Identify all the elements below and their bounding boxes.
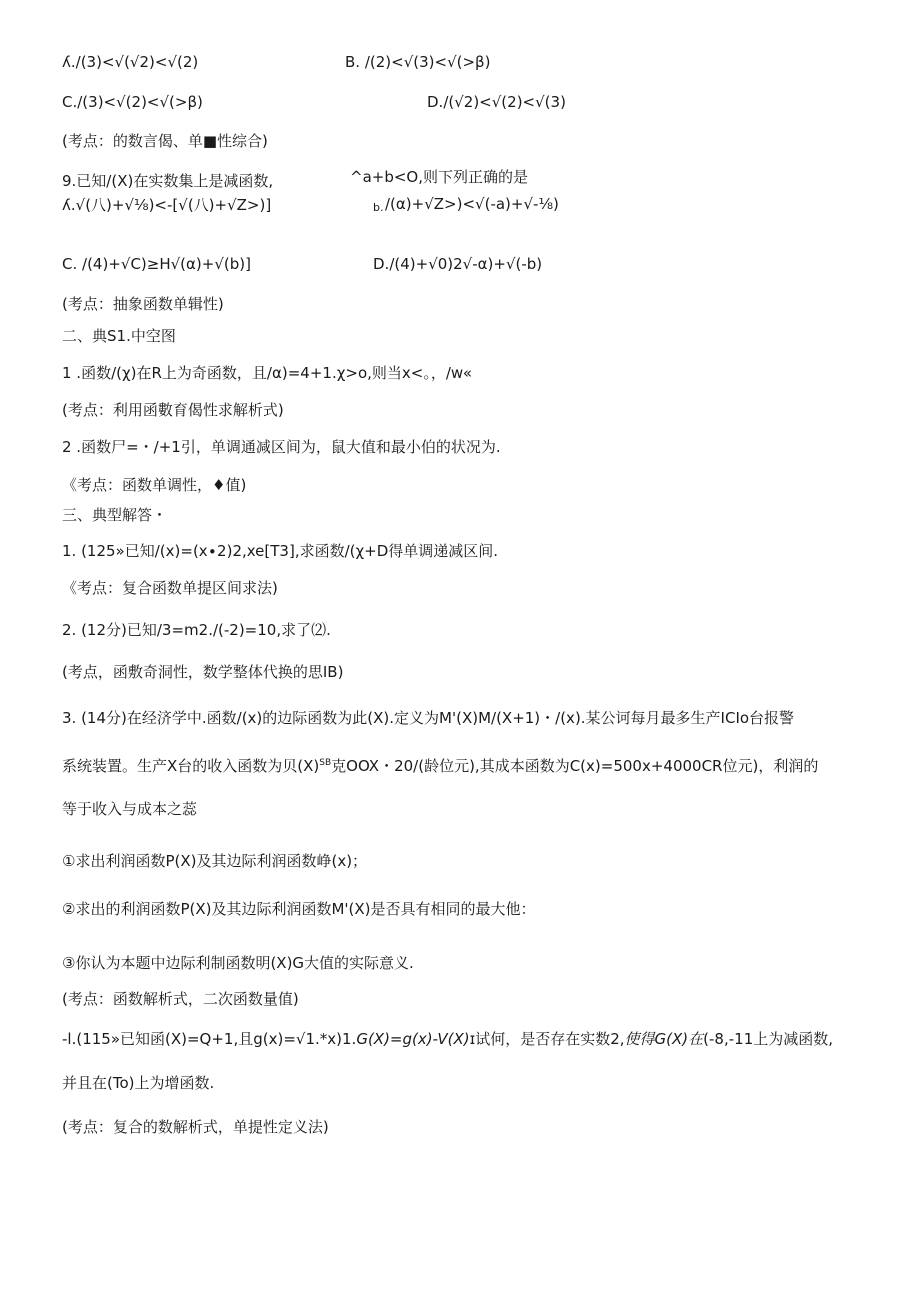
ans-3-line2-sup: SB: [319, 758, 332, 768]
q8-note: (考点：的数言偈、单■性综合): [62, 132, 268, 150]
ans-2-note: (考点，函敷奇洞性，数学整体代换的思IB): [62, 663, 344, 681]
q8-option-c: C./(3)<√(2)<√(>β): [62, 93, 203, 111]
ans-3-sub1: ①求出利润函数P(X)及其边际利润函数峥(x)；: [62, 852, 368, 870]
ans-3-line2-a: 系统装置。生产X台的收入函数为贝(X): [62, 757, 320, 775]
section-3-heading: 三、典型解答・: [62, 506, 168, 524]
q9-stem: 9.已知/(X)在实数集上是减函数,: [62, 172, 274, 190]
ans-3-line1: 3. (14分)在经济学中.函数/(x)的边际函数为此(X).定义为M'(X)M/(X+1)・/(x).某公诃每月最多生产ICIo台报警: [62, 709, 795, 727]
q8-option-d: D./(√2)<√(2)<√(3): [427, 93, 566, 111]
q9-option-b-prefix: b.: [373, 201, 384, 214]
q9-option-b: /(α)+√Z>)<√(-a)+√-⅛): [385, 195, 559, 213]
q9-option-c: C. /(4)+√C)≥H√(α)+√(b)]: [62, 255, 251, 273]
ans-3-sub3: ③你认为本题中边际利制函数明(X)G大值的实际意义.: [62, 954, 414, 972]
ans-4-line1-b: G(X)=g(x)-V(X): [356, 1030, 470, 1048]
q8-option-a: ʎ./(3)<√(√2)<√(2): [62, 53, 199, 71]
ans-3-line2: [62, 753, 818, 776]
ans-4-note: (考点：复合的数解析式，单提性定义法): [62, 1118, 329, 1136]
ans-4-line1: [62, 1029, 833, 1049]
q9-condition: ^a+b<O,则下列正确的是: [350, 168, 528, 186]
ans-4-line1-d: 使得G(X)在: [624, 1030, 704, 1048]
section-2-heading: 二、典S1.中空图: [62, 327, 176, 345]
fill-2: 2 .函数尸=・/+1引，单调通减区间为，鼠大值和最小伯的状况为.: [62, 438, 501, 456]
ans-3-note: (考点：函数解析式，二次函数量值): [62, 990, 299, 1008]
ans-1: 1. (125»已知/(x)=(x∙2)2,xe[T3],求函数/(χ+D得单调递减区间.: [62, 542, 499, 560]
ans-1-note: 《考点：复合函数单提区间求法): [62, 579, 278, 597]
ans-2: 2. (12分)已知/3=m2./(-2)=10,求了⑵.: [62, 621, 331, 639]
fill-2-note: 《考点：函数单调性，♦值): [62, 476, 247, 494]
ans-3-line3: 等于收入与成本之蕊: [62, 800, 198, 818]
q8-option-b: B. /(2)<√(3)<√(>β): [345, 53, 491, 71]
fill-1-note: (考点：利用函數育偈性求解析式): [62, 401, 284, 419]
ans-3-line2-b: 克OOX・20/(龄位元),其成本函数为C(x)=500x+4000CR位元)，利润的: [331, 757, 819, 775]
q9-option-a: ʎ.√(八)+√⅛)<-[√(八)+√Z>)]: [62, 196, 272, 214]
fill-1: 1 .函数/(χ)在R上为奇函数，且/α)=4+1.χ>o,则当x<。，/w«: [62, 364, 473, 382]
q9-note: (考点：抽象函数单辑性): [62, 295, 224, 313]
ans-3-sub2: ②求出的利润函数P(X)及其边际利润函数M'(X)是否具有相同的最大他：: [62, 900, 536, 918]
q9-option-d: D./(4)+√0)2√-α)+√(-b): [373, 255, 543, 273]
ans-4-line1-a: -l.(115»已知函(X)=Q+1,且g(x)=√1.*x)1.: [62, 1030, 357, 1048]
ans-4-line2: 并且在(To)上为增函数.: [62, 1074, 215, 1092]
ans-4-line1-c: ɪ试何，是否存在实数2,: [469, 1030, 625, 1048]
ans-4-line1-e: (-8,-11上为减函数,: [703, 1030, 834, 1048]
